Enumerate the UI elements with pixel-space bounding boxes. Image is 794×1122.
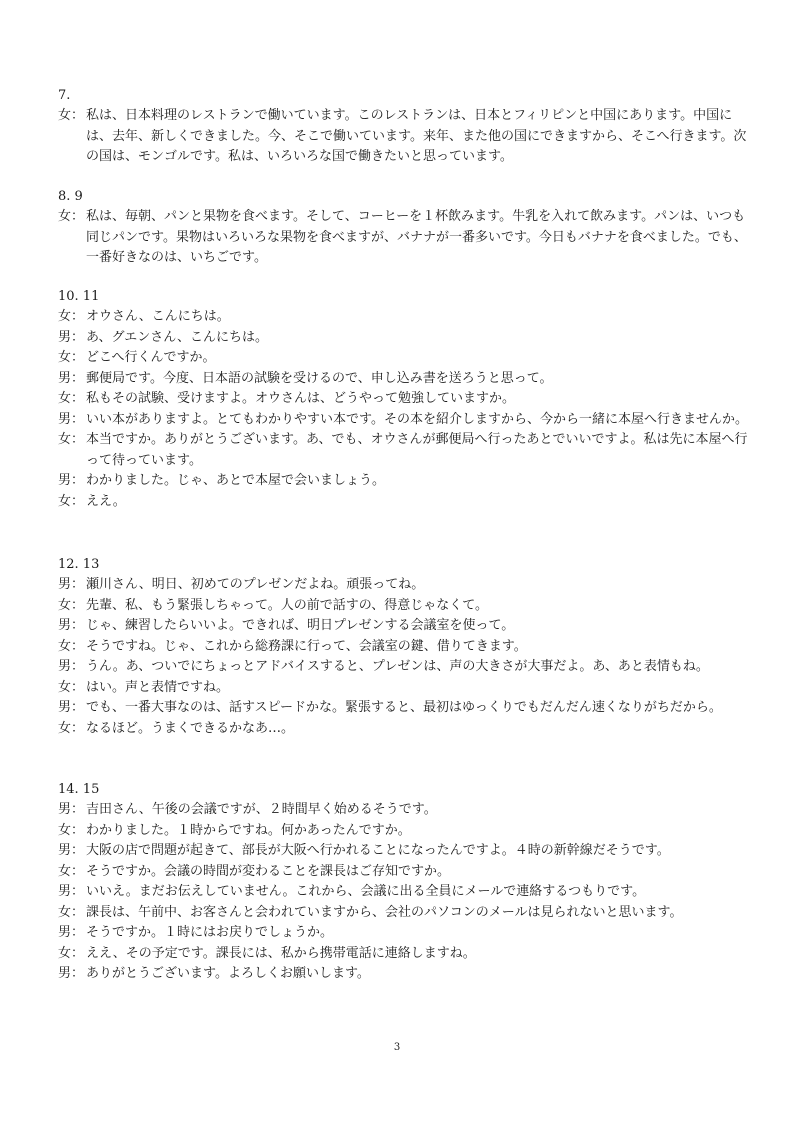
speaker-label: 男：	[58, 884, 85, 899]
dialogue-line	[58, 698, 748, 719]
dialogue-line	[58, 106, 748, 168]
dialogue-line	[58, 575, 748, 596]
speaker-label: 女：	[58, 350, 85, 365]
speaker-label: 男：	[58, 577, 85, 592]
line-text: 瀬川さん、明日、初めてのプレゼンだよね。頑張ってね。	[86, 577, 425, 592]
dialogue-line	[58, 410, 748, 431]
line-text: あ、グエンさん、こんにちは。	[86, 329, 269, 345]
line-text: そうですか。会議の時間が変わることを課長はご存知ですか。	[86, 863, 451, 879]
section-12-13	[58, 555, 748, 739]
speaker-label: 女：	[58, 391, 85, 406]
section-label: 7.	[58, 88, 71, 103]
section-10-11	[58, 287, 748, 512]
speaker-label: 女：	[58, 720, 85, 736]
line-text: いい本がありますよ。とてもわかりやすい本です。その本を紹介しますから、今から一緒に本屋へ行きませんか。	[86, 411, 748, 427]
dialogue-line	[58, 307, 748, 328]
line-text: なるほど。うまくできるかなあ…。	[86, 720, 295, 736]
speaker-label: 女：	[58, 945, 85, 961]
speaker-label: 男：	[58, 966, 85, 981]
line-text: 私は、日本料理のレストランで働いています。このレストランは、日本とフィリピンと中国にあります。中国には、去年、新しくできました。今、そこで働いています。来年、また他の国にできますから、そこへ行きます。次の国は、モンゴルです。私は、いろいろな国で働きたいと思っています。	[86, 108, 747, 164]
dialogue-line	[58, 492, 748, 513]
speaker-label: 男：	[58, 843, 85, 858]
dialogue-line	[58, 719, 748, 740]
speaker-label: 女：	[58, 822, 85, 838]
speaker-label: 女：	[58, 209, 85, 224]
dialogue-line	[58, 964, 748, 985]
dialogue-line	[58, 207, 748, 269]
dialogue-line	[58, 348, 748, 369]
speaker-label: 女：	[58, 863, 85, 879]
dialogue-line	[58, 944, 748, 965]
line-text: ええ、その予定です。課長には、私から携帯電話に連絡しますね。	[86, 945, 476, 961]
dialogue-line	[58, 862, 748, 883]
line-text: でも、一番大事なのは、話すスピードかな。緊張すると、最初はゆっくりでもだんだん速くなりがちだから。	[86, 700, 722, 715]
line-text: じゃ、練習したらいいよ。できれば、明日プレゼンする会議室を使って。	[86, 618, 515, 633]
line-text: そうですね。じゃ、これから総務課に行って、会議室の鍵、借りてきます。	[86, 638, 527, 654]
speaker-label: 男：	[58, 370, 85, 386]
speaker-label: 男：	[58, 411, 85, 427]
line-text: ありがとうございます。よろしくお願いします。	[86, 966, 370, 981]
line-text: ええ。	[86, 493, 126, 509]
line-text: 私もその試験、受けますよ。オウさんは、どうやって勉強していますか。	[86, 391, 516, 406]
dialogue-line	[58, 841, 748, 862]
line-text: そうですか。１時にはお戻りでしょうか。	[86, 925, 334, 940]
line-text: わかりました。１時からですね。何かあったんですか。	[86, 822, 411, 838]
line-text: 先輩、私、もう緊張しちゃって。人の前で話すの、得意じゃなくて。	[86, 597, 488, 613]
dialogue-line	[58, 369, 748, 390]
speaker-label: 女：	[58, 493, 85, 509]
speaker-label: 男：	[58, 473, 85, 488]
speaker-label: 男：	[58, 802, 85, 817]
section-label: 10. 11	[58, 289, 100, 304]
line-text: どこへ行くんですか。	[86, 350, 216, 365]
dialogue-line	[58, 389, 748, 410]
section-7	[58, 86, 748, 168]
line-text: 本当ですか。ありがとうございます。あ、でも、オウさんが郵便局へ行ったあとでいいですよ。私は先に本屋へ行って待っています。	[86, 432, 748, 468]
dialogue-line	[58, 637, 748, 658]
line-text: うん。あ、ついでにちょっとアドバイスすると、プレゼンは、声の大きさが大事だよ。あ、あと表情もね。	[86, 659, 709, 674]
line-text: 私は、毎朝、パンと果物を食べます。そして、コーヒーを１杯飲みます。牛乳を入れて飲みます。パンは、いつも同じパンです。果物はいろいろな果物を食べますが、バナナが一番多いです。今日もバナナを食べました。でも、一番好きなのは、いちごです。	[86, 209, 747, 265]
section-label: 14. 15	[58, 782, 100, 797]
speaker-label: 女：	[58, 679, 85, 695]
dialogue-line	[58, 616, 748, 637]
speaker-label: 男：	[58, 618, 85, 633]
speaker-label: 男：	[58, 329, 85, 345]
speaker-label: 女：	[58, 108, 85, 123]
line-text: わかりました。じゃ、あとで本屋で会いましょう。	[86, 473, 386, 488]
speaker-label: 男：	[58, 925, 85, 940]
speaker-label: 女：	[58, 638, 85, 654]
section-label: 12. 13	[58, 557, 100, 572]
dialogue-line	[58, 882, 748, 903]
dialogue-line	[58, 657, 748, 678]
line-text: オウさん、こんにちは。	[86, 309, 230, 324]
dialogue-line	[58, 923, 748, 944]
dialogue-line	[58, 678, 748, 699]
dialogue-line	[58, 821, 748, 842]
line-text: 大阪の店で問題が起きて、部長が大阪へ行かれることになったんですよ。４時の新幹線だそうです。	[86, 843, 670, 858]
page-number: 3	[393, 1042, 401, 1053]
line-text: 吉田さん、午後の会議ですが、２時間早く始めるそうです。	[86, 802, 437, 817]
line-text: いいえ。まだお伝えしていません。これから、会議に出る全員にメールで連絡するつもりです。	[86, 884, 646, 899]
section-8-9	[58, 187, 748, 269]
speaker-label: 女：	[58, 309, 85, 324]
dialogue-line	[58, 596, 748, 617]
line-text: 課長は、午前中、お客さんと会われていますから、会社のパソコンのメールは見られないと思います。	[86, 904, 683, 920]
section-14-15	[58, 780, 748, 985]
dialogue-line	[58, 800, 748, 821]
line-text: はい。声と表情ですね。	[86, 679, 230, 695]
speaker-label: 男：	[58, 659, 85, 674]
dialogue-line	[58, 471, 748, 492]
dialogue-line	[58, 328, 748, 349]
section-label: 8. 9	[58, 189, 83, 204]
speaker-label: 女：	[58, 904, 85, 920]
speaker-label: 女：	[58, 597, 85, 613]
line-text: 郵便局です。今度、日本語の試験を受けるので、申し込み書を送ろうと思って。	[86, 370, 553, 386]
dialogue-line	[58, 430, 748, 471]
dialogue-line	[58, 903, 748, 924]
speaker-label: 女：	[58, 432, 85, 447]
speaker-label: 男：	[58, 700, 85, 715]
